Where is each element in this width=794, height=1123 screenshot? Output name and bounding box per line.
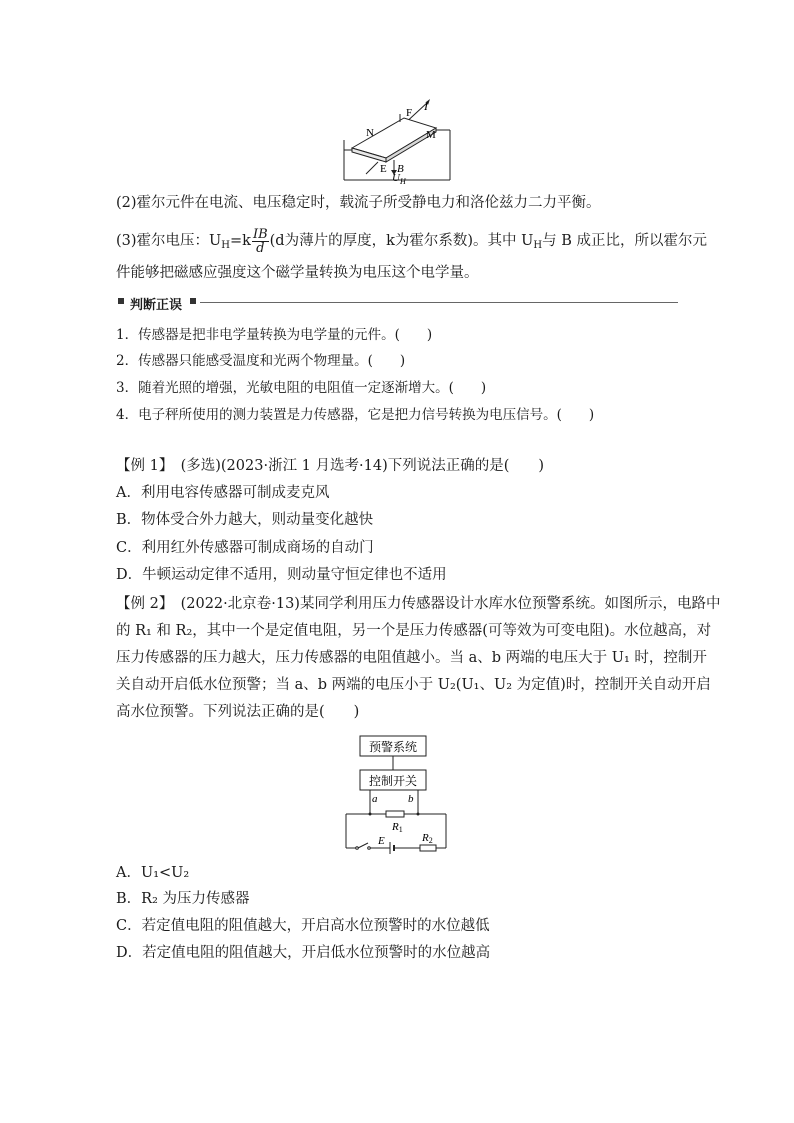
paragraph-3-line-1	[116, 226, 707, 256]
example-1-head: 【例 1】 (多选)(2023·浙江 1 月选考·14)下列说法正确的是( )	[116, 458, 545, 474]
judge-item-2: 2．传感器只能感受温度和光两个物理量。( )	[116, 353, 406, 369]
p3-eq: =k	[230, 233, 251, 249]
p3-rest2: 与 B 成正比，所以霍尔元	[542, 233, 707, 249]
hall-label-F: F	[406, 107, 413, 119]
example-1-option-b: B．物体受合外力越大，则动量变化越快	[116, 512, 374, 528]
hall-voltage-fraction	[252, 228, 269, 255]
section-divider	[200, 302, 678, 303]
warning-circuit-figure	[340, 730, 452, 854]
example-2-line-4: 关自动开启低水位预警；当 a、b 两端的电压小于 U₂(U₁、U₂ 为定值)时，控制开关自动开启	[116, 677, 711, 693]
judge-item-3: 3．随着光照的增强，光敏电阻的电阻值一定逐渐增大。( )	[116, 380, 487, 396]
hall-label-U: $U_H$	[392, 172, 406, 186]
fraction-numerator: IB	[252, 226, 268, 242]
hall-label-B: B	[397, 163, 404, 175]
p3-prefix: (3)霍尔电压：U	[116, 233, 222, 249]
example-1-option-a: A．利用电容传感器可制成麦克风	[116, 485, 330, 501]
paragraph-2: (2)霍尔元件在电流、电压稳定时，载流子所受静电力和洛伦兹力二力平衡。	[116, 195, 601, 211]
example-2-line-1: 【例 2】 (2022·北京卷·13)某同学利用压力传感器设计水库水位预警系统。如图所示，电路中	[116, 596, 721, 612]
battery-e-label: E	[378, 835, 385, 847]
example-2-option-c: C．若定值电阻的阻值越大，开启高水位预警时的水位越低	[116, 918, 490, 934]
hall-label-N: N	[366, 127, 374, 139]
switch-icon	[358, 843, 368, 848]
p3-rest1: (d为薄片的厚度，k为霍尔系数)。其中 U	[269, 233, 534, 249]
warning-system-label: 预警系统	[368, 740, 418, 754]
control-switch-label: 控制开关	[368, 774, 418, 788]
resistor-r2	[420, 845, 436, 851]
hall-label-I: I	[424, 99, 428, 113]
resistor-r2-sub: 2	[428, 836, 433, 845]
example-2-option-b: B．R₂ 为压力传感器	[116, 891, 250, 907]
hall-element-figure	[336, 98, 460, 186]
hall-label-U-sub: H	[399, 177, 406, 186]
p3-sub-h2: H	[533, 240, 543, 251]
example-2-option-d: D．若定值电阻的阻值越大，开启低水位预警时的水位越高	[116, 945, 491, 961]
resistor-r1	[386, 811, 404, 817]
judge-item-1: 1．传感器是把非电学量转换为电学量的元件。( )	[116, 327, 433, 343]
resistor-r2-label: R2	[422, 832, 433, 845]
resistor-r1-sub: 1	[398, 825, 403, 834]
resistor-r1-label: R1	[392, 821, 403, 834]
hall-label-E: E	[380, 163, 387, 175]
judge-section-header	[116, 294, 678, 313]
judge-item-4: 4．电子秤所使用的测力装置是力传感器，它是把力信号转换为电压信号。( )	[116, 407, 595, 423]
terminal-b-label: b	[408, 793, 414, 805]
terminal-a-label: a	[372, 793, 378, 805]
p3-sub-h: H	[221, 240, 230, 251]
paragraph-3-line-2: 件能够把磁感应强度这个磁学量转换为电压这个电学量。	[116, 265, 479, 281]
judge-section-title: 判断正误	[130, 298, 183, 313]
square-bullet-icon	[190, 298, 196, 304]
example-1-option-d: D．牛顿运动定律不适用，则动量守恒定律也不适用	[116, 567, 447, 583]
example-2-line-5: 高水位预警。下列说法正确的是( )	[116, 704, 360, 720]
example-2-line-2: 的 R₁ 和 R₂，其中一个是定值电阻，另一个是压力传感器(可等效为可变电阻)。水位越高，对	[116, 623, 712, 639]
square-bullet-icon	[118, 298, 124, 304]
hall-label-M: M	[426, 129, 436, 141]
example-2-line-3: 压力传感器的压力越大，压力传感器的电阻值越小。当 a、b 两端的电压大于 U₁ 时，控制开	[116, 650, 707, 666]
fraction-denominator: d	[256, 240, 265, 256]
example-1-option-c: C．利用红外传感器可制成商场的自动门	[116, 540, 374, 556]
example-2-option-a: A．U₁<U₂	[116, 865, 190, 881]
